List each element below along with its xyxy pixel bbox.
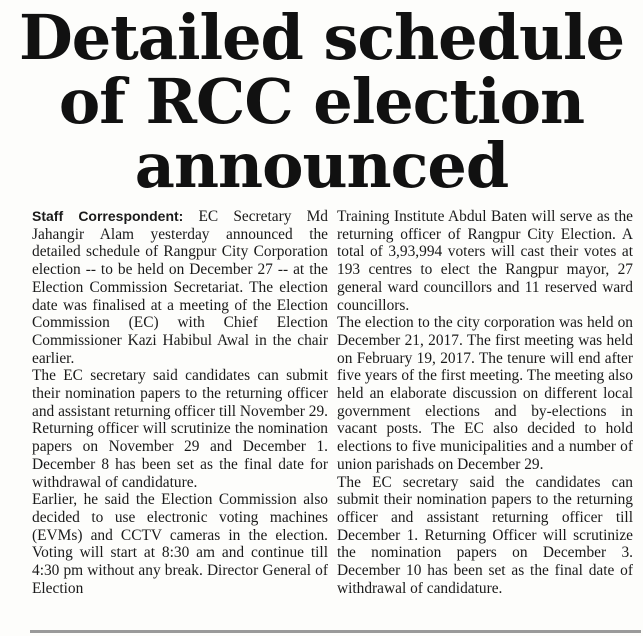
- lead-paragraph-text: EC Secretary Md Jahangir Alam yesterday announced the detailed schedule of Rangpur City Corporation election -- to be held on December 27 -- at the Election Commission Secretariat. The election date was finalised at a meeting of the Election Commission (EC) with Chief Election Commissioner Kazi Habibul Awal in the chair earlier.: [32, 208, 328, 367]
- paragraph: Training Institute Abdul Baten will serve as the returning officer of Rangpur City Election. A total of 3,93,994 voters will cast their votes at 193 centres to elect the Rangpur mayor, 27 general ward councillors and 11 reserved ward councillors.: [337, 208, 633, 314]
- paragraph: Earlier, he said the Election Commission also decided to use electronic voting machines (EVMs) and CCTV cameras in the election. Voting will start at 8:30 am and continue till 4:30 pm without any break. Director General of Election: [32, 491, 328, 597]
- headline-line-3: announced: [134, 129, 509, 202]
- paragraph: The EC secretary said the candidates can submit their nomination papers to the returning officer and assistant returning officer till December 1. Returning Officer will scrutinize the nomination papers on December 3. December 10 has been set as the final date of withdrawal of candidature.: [337, 473, 633, 597]
- article-column-left: [32, 208, 328, 597]
- headline-line-1: Detailed schedule: [18, 1, 625, 74]
- paragraph: The EC secretary said candidates can submit their nomination papers to the returning officer and assistant returning officer till November 29. Returning officer will scrutinize the nomination papers on November 29 and December 1. December 8 has been set as the final date for withdrawal of candidature.: [32, 367, 328, 491]
- headline-line-2: of RCC election: [58, 65, 585, 138]
- paragraph: The election to the city corporation was held on December 21, 2017. The first meeting was held on February 19, 2017. The tenure will end after five years of the first meeting. The meeting also held an elaborate discussion on different local government elections and by-elections in vacant posts. The EC also decided to hold elections to five municipalities and a number of union parishads on December 29.: [337, 314, 633, 473]
- lead-paragraph: [32, 208, 328, 367]
- byline: Staff Correspondent:: [32, 208, 184, 224]
- bottom-rule-divider: [30, 630, 641, 633]
- article-column-right: [337, 208, 633, 597]
- headline: [0, 1, 643, 202]
